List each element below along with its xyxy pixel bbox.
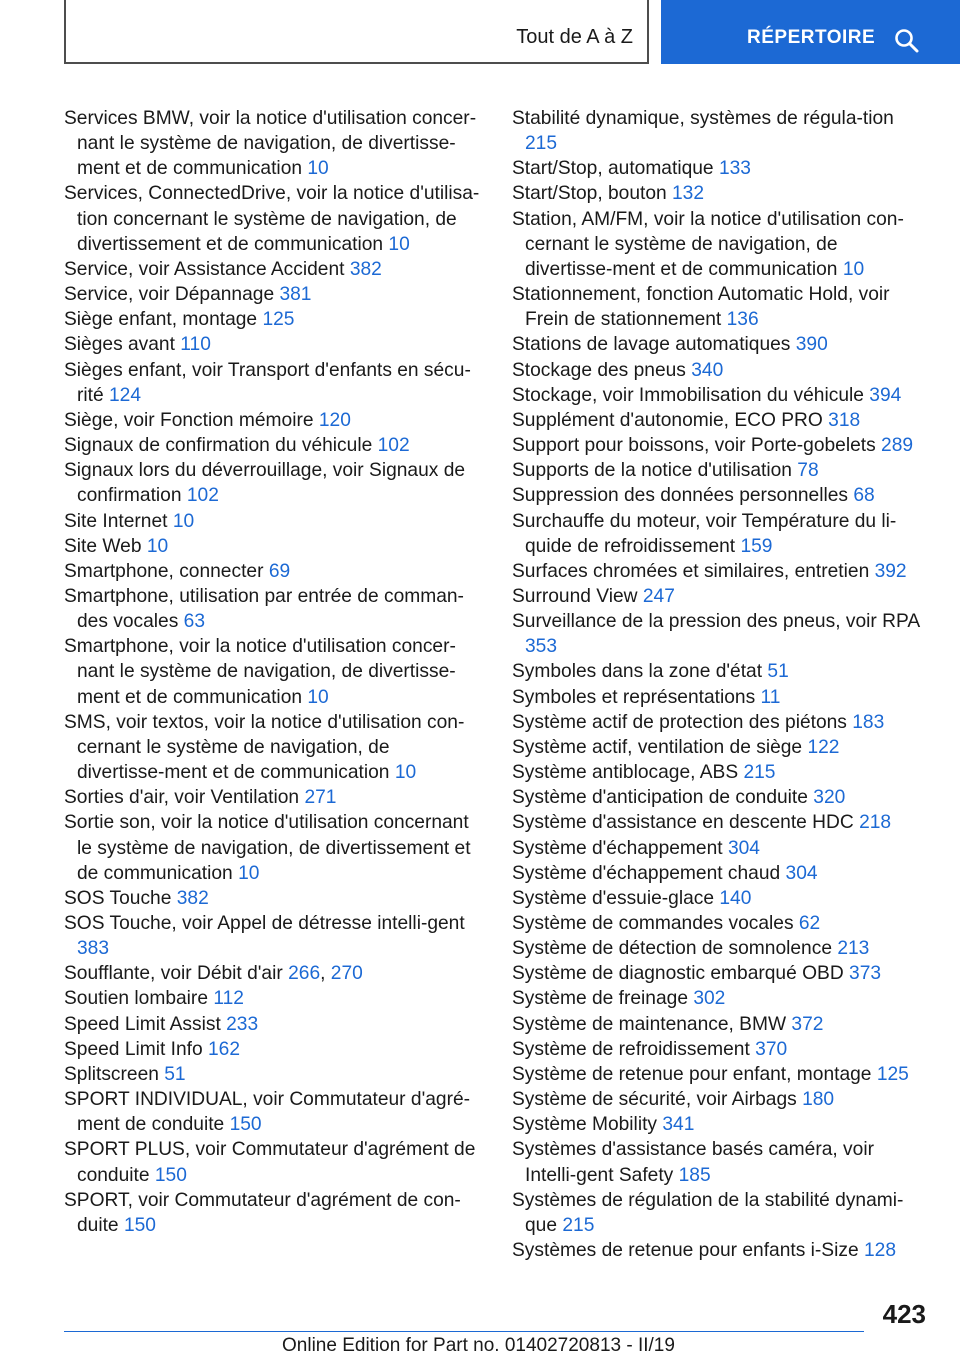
index-entry-text: Systèmes d'assistance basés caméra, voir Intelli‐gent Safety — [512, 1139, 874, 1186]
index-entry-text: Stockage, voir Immobilisation du véhicule — [512, 384, 864, 406]
index-entry — [512, 609, 930, 659]
index-entry — [512, 810, 930, 835]
index-entry — [64, 408, 482, 433]
index-entry-text: Systèmes de retenue pour enfants i-Size — [512, 1240, 859, 1262]
index-entry-text: Système de refroidissement — [512, 1038, 750, 1060]
page-link[interactable]: 10 — [842, 258, 865, 280]
index-entry — [512, 458, 930, 483]
index-entry — [512, 282, 930, 332]
page-link[interactable]: 51 — [164, 1063, 186, 1085]
index-entry — [512, 433, 930, 458]
page-link[interactable]: 382 — [349, 258, 382, 280]
page-link[interactable]: 353 — [525, 636, 558, 658]
index-entry-text: Smartphone, utilisation par entrée de comman‐des vocales — [64, 585, 464, 633]
index-entry-text: Soufflante, voir Débit d'air — [64, 963, 283, 985]
page-link[interactable]: 140 — [719, 887, 752, 909]
page-link[interactable]: 68 — [853, 485, 875, 507]
page-link[interactable]: 10 — [394, 762, 417, 784]
index-entry — [64, 106, 482, 181]
index-entry — [512, 509, 930, 559]
page-link[interactable]: 302 — [693, 988, 726, 1010]
page-link[interactable]: 394 — [869, 384, 902, 406]
index-entry — [512, 659, 930, 684]
index-entry-text: Start/Stop, bouton — [512, 183, 667, 205]
page-link[interactable]: 215 — [525, 133, 558, 155]
index-entry-text: Système d'assistance en descente HDC — [512, 812, 854, 834]
page-link[interactable]: 150 — [229, 1114, 262, 1136]
page-link[interactable]: 150 — [123, 1214, 156, 1236]
page-link[interactable]: 10 — [238, 862, 260, 884]
index-entry — [64, 911, 482, 961]
page-link[interactable]: 136 — [726, 309, 759, 331]
index-entry — [64, 559, 482, 584]
index-entry-text: SPORT PLUS, voir Commutateur d'agrément de conduite — [64, 1139, 476, 1186]
page-link[interactable]: 340 — [691, 359, 724, 381]
page-link[interactable]: 341 — [662, 1114, 695, 1136]
page-link[interactable]: 215 — [743, 762, 776, 784]
index-entry — [64, 986, 482, 1011]
index-entry — [64, 1037, 482, 1062]
index-entry — [512, 735, 930, 760]
index-entry-text: Service, voir Assistance Accident — [64, 258, 345, 280]
index-entry — [512, 911, 930, 936]
index-entry-text: Site Internet — [64, 510, 168, 532]
index-entry — [512, 886, 930, 911]
index-entry — [512, 760, 930, 785]
index-entry — [512, 836, 930, 861]
index-entry-text: Site Web — [64, 535, 142, 557]
index-column-right — [512, 106, 930, 1263]
page-link[interactable]: 133 — [718, 158, 751, 180]
index-entry-text: Signaux de confirmation du véhicule — [64, 435, 373, 457]
index-entry — [512, 861, 930, 886]
index-entry-text: Système Mobility — [512, 1114, 658, 1136]
index-entry — [512, 358, 930, 383]
index-entry-text: Système actif de protection des piétons — [512, 711, 847, 733]
page-link[interactable]: 382 — [176, 887, 209, 909]
index-entry-text: Sortie son, voir la notice d'utilisation concernant le système de navigation, de divertissement et de communication — [64, 812, 471, 884]
index-entry — [512, 383, 930, 408]
page-link[interactable]: 69 — [268, 560, 291, 582]
index-entry-text: SMS, voir textos, voir la notice d'utilisation con‐cernant le système de navigation, de divertisse‐ment et de communication — [64, 711, 465, 784]
page-link[interactable]: 383 — [77, 938, 110, 960]
index-entry — [512, 559, 930, 584]
index-entry — [512, 1238, 930, 1263]
index-entry — [512, 710, 930, 735]
page-link[interactable]: 392 — [874, 560, 907, 582]
search-icon[interactable] — [894, 28, 920, 54]
page-link[interactable]: 159 — [740, 535, 773, 557]
page-link[interactable]: 233 — [226, 1013, 259, 1035]
index-entry-text: Signaux lors du déverrouillage, voir Signaux de confirmation — [64, 460, 466, 507]
page-link[interactable]: 110 — [180, 334, 211, 356]
index-entry-text: Système de retenue pour enfant, montage — [512, 1063, 872, 1085]
index-entry — [64, 1188, 482, 1238]
page-link[interactable]: 78 — [797, 460, 819, 482]
index-entry — [64, 534, 482, 559]
index-entry — [64, 1012, 482, 1037]
index-entry — [512, 1087, 930, 1112]
index-entry-text: Support pour boissons, voir Porte-gobelets — [512, 435, 876, 457]
index-entry-text: Siège enfant, montage — [64, 309, 258, 331]
page-link[interactable]: 304 — [785, 862, 818, 884]
index-entry-text: Sièges enfant, voir Transport d'enfants en sécu‐rité — [64, 359, 471, 406]
index-entry-text: Speed Limit Assist — [64, 1013, 221, 1035]
page-link[interactable]: 125 — [262, 309, 295, 331]
index-entry — [64, 1062, 482, 1087]
page-link[interactable]: 304 — [727, 837, 760, 859]
index-entry — [64, 1137, 482, 1187]
page-link[interactable]: 10 — [307, 158, 329, 180]
page-link[interactable]: 320 — [813, 787, 846, 809]
footer-edition: Online Edition for Part no. 01402720813 - II/19 — [282, 1335, 675, 1356]
index-entry — [512, 936, 930, 961]
index-entry — [512, 1137, 930, 1187]
index-entry — [512, 1012, 930, 1037]
index-entry — [512, 1112, 930, 1137]
tab-a-to-z[interactable] — [64, 0, 649, 64]
tab-index[interactable] — [661, 0, 960, 64]
page-link[interactable]: 120 — [318, 409, 351, 431]
index-entry — [512, 986, 930, 1011]
page-link[interactable]: 132 — [672, 183, 705, 205]
index-entry-text: Stationnement, fonction Automatic Hold, voir Frein de stationnement — [512, 284, 890, 331]
page-link[interactable]: 215 — [562, 1214, 595, 1236]
page-link[interactable]: 124 — [109, 384, 142, 406]
page-link[interactable]: 247 — [642, 585, 675, 607]
index-entry-text: Systèmes de régulation de la stabilité dynami‐que — [512, 1189, 904, 1236]
page-link[interactable]: 289 — [881, 435, 914, 457]
index-entry: Soufflante, voir Débit d'air 266, 270 — [64, 963, 363, 985]
page-link[interactable]: 63 — [183, 611, 206, 633]
page-link[interactable]: 372 — [791, 1013, 824, 1035]
tab-index-label[interactable]: RÉPERTOIRE — [747, 27, 876, 48]
index-entry-text: Speed Limit Info — [64, 1038, 203, 1060]
index-entry-text: Surround View — [512, 585, 638, 607]
index-entry-text: Soutien lombaire — [64, 988, 208, 1010]
page-link[interactable]: 162 — [208, 1038, 241, 1060]
page-link[interactable]: 266 — [288, 963, 321, 985]
index-entry-text: Splitscreen — [64, 1063, 159, 1085]
index-entry — [512, 156, 930, 181]
page-link[interactable]: 183 — [852, 711, 885, 733]
index-entry — [512, 1188, 930, 1238]
page-link[interactable]: 390 — [795, 334, 828, 356]
page-link[interactable]: 218 — [859, 812, 892, 834]
index-entry-text: Système d'échappement chaud — [512, 862, 781, 884]
index-entry — [512, 1062, 930, 1087]
index-entry-text: Suppression des données personnelles — [512, 485, 849, 507]
index-entry-text: Smartphone, connecter — [64, 560, 264, 582]
index-entry-text: Système de détection de somnolence — [512, 938, 832, 960]
index-entry-text: Station, AM/FM, voir la notice d'utilisation con‐cernant le système de navigation, de divertisse‐ment et de communication — [512, 208, 904, 280]
index-entry — [512, 207, 930, 282]
index-entry — [64, 358, 482, 408]
page-link[interactable]: 125 — [876, 1063, 909, 1085]
index-entry — [64, 1087, 482, 1137]
index-entry-text: Système d'anticipation de conduite — [512, 787, 808, 809]
page-number: 423 — [882, 1299, 926, 1329]
index-entry — [512, 961, 930, 986]
page-link[interactable]: 112 — [213, 988, 244, 1010]
index-entry-text: Stockage des pneus — [512, 359, 686, 381]
index-entry-text: Smartphone, voir la notice d'utilisation concer‐nant le système de navigation, de divertisse‐ment et de communication — [64, 636, 456, 708]
index-entry-text: Système de maintenance, BMW — [512, 1013, 787, 1035]
index-entry — [512, 685, 930, 710]
page-link[interactable]: 10 — [307, 686, 329, 708]
index-entry — [64, 307, 482, 332]
index-entry — [64, 509, 482, 534]
index-column-left — [64, 106, 482, 1238]
index-entry-text: Supports de la notice d'utilisation — [512, 460, 792, 482]
page-link[interactable]: 102 — [377, 435, 410, 457]
index-entry — [64, 181, 482, 256]
page-link[interactable]: 10 — [172, 510, 195, 532]
index-entry-text: Sorties d'air, voir Ventilation — [64, 787, 300, 809]
index-entry-text: Service, voir Dépannage — [64, 284, 275, 306]
index-entry-text: Système de commandes vocales — [512, 913, 794, 934]
index-entry-text: Surveillance de la pression des pneus, voir RPA — [512, 611, 920, 633]
footer-divider — [64, 1331, 864, 1332]
index-entry-text: Surfaces chromées et similaires, entretien — [512, 560, 870, 582]
index-entry-text: SPORT INDIVIDUAL, voir Commutateur d'agré‐ment de conduite — [64, 1089, 471, 1136]
page-link[interactable]: 62 — [798, 913, 821, 934]
index-entry-text: Système de diagnostic embarqué OBD — [512, 963, 844, 985]
index-entry-text: Start/Stop, automatique — [512, 158, 714, 180]
index-entry-text: Symboles dans la zone d'état — [512, 661, 763, 683]
page-link[interactable]: 370 — [755, 1038, 788, 1060]
page-link[interactable]: 51 — [767, 661, 789, 683]
index-entry-text: SOS Touche — [64, 887, 172, 909]
index-entry — [64, 257, 482, 282]
index-entry-text: Stations de lavage automatiques — [512, 334, 791, 356]
page-link[interactable]: 10 — [388, 233, 410, 255]
index-entry — [512, 584, 930, 609]
index-entry — [512, 106, 930, 156]
index-entry-text: Supplément d'autonomie, ECO PRO — [512, 409, 823, 431]
index-entry-text: Système d'essuie-glace — [512, 887, 715, 909]
index-entry-text: Services, ConnectedDrive, voir la notice d'utilisa‐tion concernant le système de navigation, de divertissement et de communication — [64, 183, 480, 255]
index-entry-text: Système de sécurité, voir Airbags — [512, 1089, 797, 1111]
page-link[interactable]: 122 — [807, 736, 840, 758]
page-link[interactable]: 271 — [304, 787, 337, 809]
index-entry-text: Sièges avant — [64, 334, 175, 356]
page-link[interactable]: 180 — [802, 1089, 835, 1111]
index-entry — [64, 282, 482, 307]
page-link[interactable]: 381 — [279, 284, 312, 306]
index-entry-text: Système antiblocage, ABS — [512, 762, 739, 784]
index-entry — [64, 785, 482, 810]
index-entry — [512, 332, 930, 357]
index-entry — [64, 458, 482, 508]
index-entry-text: Système actif, ventilation de siège — [512, 736, 803, 758]
index-entry-text: Système d'échappement — [512, 837, 723, 859]
page-link[interactable]: 10 — [146, 535, 169, 557]
index-entry — [64, 634, 482, 709]
index-entry — [64, 810, 482, 885]
page-link[interactable]: 102 — [186, 485, 219, 507]
index-entry — [512, 1037, 930, 1062]
tab-a-to-z-label[interactable]: Tout de A à Z — [516, 26, 633, 48]
index-entry — [64, 332, 482, 357]
index-entry-text: Surchauffe du moteur, voir Température du li‐quide de refroidissement — [512, 510, 897, 557]
page-link[interactable]: 213 — [837, 938, 870, 960]
index-entry-text: Système de freinage — [512, 988, 688, 1010]
index-entry-text: Siège, voir Fonction mémoire — [64, 409, 314, 431]
index-entry — [64, 584, 482, 634]
index-entry-text: SOS Touche, voir Appel de détresse intelli‐gent — [64, 913, 465, 934]
index-entry — [512, 408, 930, 433]
index-entry-text: Symboles et représentations — [512, 686, 756, 708]
index-entry-text: Stabilité dynamique, systèmes de régula‐tion — [512, 108, 894, 129]
index-entry — [64, 433, 482, 458]
index-entry-text: Services BMW, voir la notice d'utilisation concer‐nant le système de navigation, de divertisse‐ment et de communication — [64, 108, 477, 180]
index-entry — [64, 886, 482, 911]
page-link[interactable]: 270 — [330, 963, 363, 985]
index-entry — [512, 181, 930, 206]
index-entry — [64, 710, 482, 785]
index-entry — [512, 785, 930, 810]
page-link[interactable]: 318 — [828, 409, 861, 431]
page-link[interactable]: 150 — [154, 1164, 187, 1186]
page-link[interactable]: 185 — [678, 1164, 711, 1186]
index-entry-text: SPORT, voir Commutateur d'agrément de con‐duite — [64, 1189, 461, 1236]
index-entry — [512, 483, 930, 508]
page-link[interactable]: 373 — [849, 963, 882, 985]
page-link[interactable]: 11 — [760, 686, 781, 708]
page-link[interactable]: 128 — [863, 1240, 896, 1262]
